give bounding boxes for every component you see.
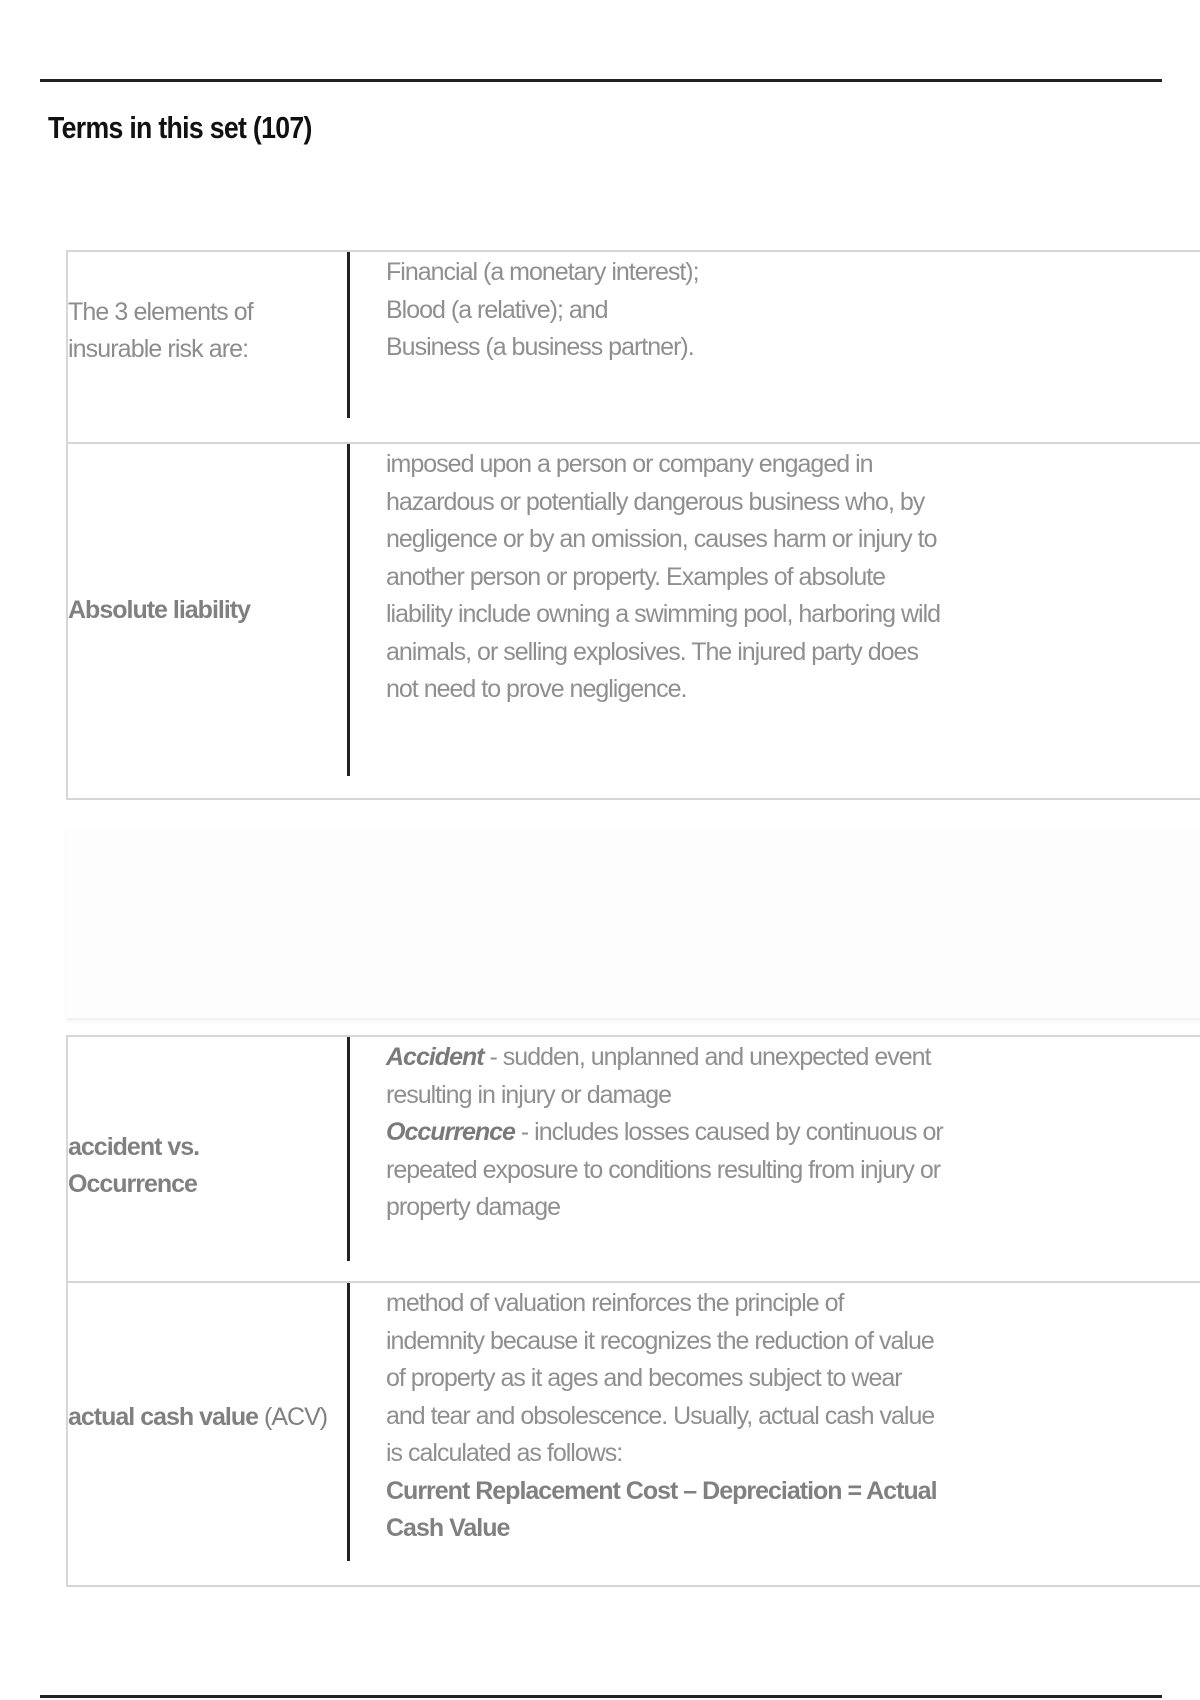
occurrence-text: - includes losses caused by continuous or repeated exposure to conditions resulting from injury or property damage [386, 1118, 943, 1221]
definition-line: Business (a business partner). [386, 333, 694, 361]
definition-text [386, 1039, 946, 1227]
definition-line: Financial (a monetary interest); [386, 258, 699, 286]
top-rule [40, 79, 1162, 82]
card-divider [347, 1037, 350, 1261]
term-card [66, 442, 1200, 800]
term-label [68, 1399, 328, 1436]
accident-label: Accident [386, 1043, 484, 1071]
term-label-abbrev: (ACV) [258, 1403, 328, 1431]
acv-formula: Current Replacement Cost – Depreciation = Actual Cash Value [386, 1476, 937, 1542]
term-card [66, 1281, 1200, 1587]
term-card [66, 250, 1200, 444]
definition-text [386, 1285, 946, 1548]
card-divider [347, 252, 350, 418]
card-divider [347, 444, 350, 776]
blank-panel [66, 828, 1200, 1018]
definition-paragraph: imposed upon a person or company engaged in hazardous or potentially dangerous business who, by negligence or by an omission, causes harm or injury to another person or property. Examples of absolute liability include owning a swimming pool, harboring wild animals, or selling explosives. The injured party does not need to prove negligence. [386, 450, 941, 703]
term-card [66, 1035, 1200, 1283]
occurrence-label: Occurrence [386, 1118, 515, 1146]
definition-paragraph: method of valuation reinforces the principle of indemnity because it recognizes the reduction of value of property as it ages and becomes subject to wear and tear and obsolescence. Usually, actual cash value is calculated as follows: [386, 1289, 935, 1467]
card-divider [347, 1283, 350, 1561]
term-label-bold: actual cash value [68, 1403, 259, 1431]
definition-text [386, 254, 946, 367]
term-label: Absolute liability [68, 596, 251, 624]
definition-line: Blood (a relative); and [386, 295, 608, 324]
accident-text: - sudden, unplanned and unexpected event resulting in injury or damage [386, 1043, 931, 1109]
terms-set-heading: Terms in this set (107) [48, 110, 312, 145]
term-label: The 3 elements of insurable risk are: [68, 298, 253, 363]
definition-text [386, 446, 946, 709]
definition-occurrence [386, 1114, 946, 1227]
definition-accident [386, 1039, 946, 1114]
bottom-rule [40, 1695, 1162, 1698]
term-label: accident vs. Occurrence [68, 1133, 200, 1198]
